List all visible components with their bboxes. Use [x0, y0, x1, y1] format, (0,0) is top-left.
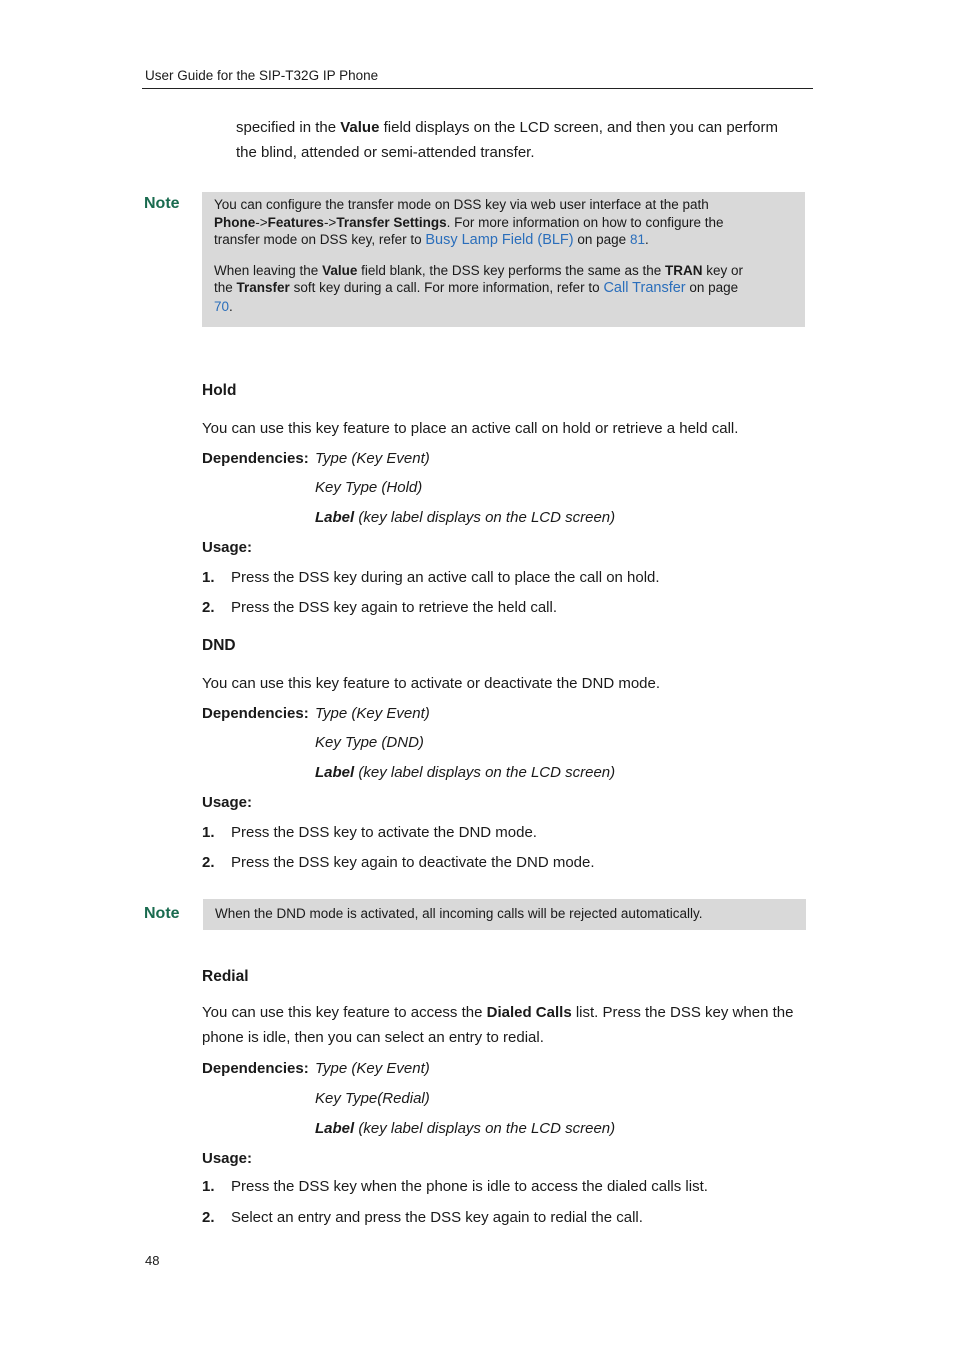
dep-type: Type (Key Event) [315, 450, 430, 467]
dep-label-name: Label [315, 764, 355, 781]
hold-description: You can use this key feature to place an active call on hold or retrieve a held call. [202, 420, 739, 437]
page-number: 48 [145, 1253, 160, 1268]
hold-dep-label [315, 509, 615, 526]
dnd-dependencies-label [202, 705, 309, 722]
dnd-step-2 [202, 854, 595, 871]
page-81-link[interactable]: 81 [629, 232, 645, 247]
redial-description [202, 1000, 812, 1050]
path-transfer-settings: Transfer Settings [336, 214, 447, 230]
path-separator: -> [323, 214, 337, 230]
dependencies-label: Dependencies: [202, 1060, 309, 1077]
redial-dep-type [315, 1060, 430, 1077]
step-number: 2. [202, 854, 215, 871]
note-text: . [644, 232, 649, 247]
hold-step-1 [202, 569, 660, 586]
dep-label-desc: (key label displays on the LCD screen) [354, 509, 616, 526]
note-text: on page [573, 232, 630, 247]
hold-dependencies-label [202, 450, 309, 467]
dep-type: Type (Key Event) [315, 705, 430, 722]
redial-step-1 [202, 1178, 708, 1195]
running-header: User Guide for the SIP-T32G IP Phone [145, 68, 379, 83]
dnd-usage-label: Usage: [202, 794, 253, 811]
note-text: transfer mode on DSS key, refer to [214, 232, 426, 247]
note-paragraph-1 [214, 196, 793, 250]
note-text: . [229, 298, 233, 314]
dep-label-name: Label [315, 509, 355, 526]
path-phone: Phone [214, 214, 256, 230]
intro-text: field displays on the LCD screen, and then you can perform [379, 119, 778, 136]
intro-line-2: the blind, attended or semi-attended transfer. [236, 144, 535, 161]
hold-dep-type [315, 450, 430, 467]
redial-text: phone is idle, then you can select an entry to redial. [202, 1029, 544, 1046]
hold-heading: Hold [202, 382, 237, 399]
header-rule [142, 88, 813, 89]
step-number: 2. [202, 599, 215, 616]
dep-key-type: Key Type(Redial) [315, 1090, 430, 1107]
note-text: When leaving the [214, 262, 323, 278]
step-number: 1. [202, 1178, 215, 1195]
step-text: Press the DSS key when the phone is idle to access the dialed calls list. [231, 1178, 708, 1195]
note-text: When the DND mode is activated, all incoming calls will be rejected automatically. [215, 906, 703, 921]
intro-line-1 [236, 115, 816, 140]
redial-text: You can use this key feature to access the [202, 1004, 487, 1021]
dnd-description: You can use this key feature to activate or deactivate the DND mode. [202, 675, 661, 692]
note-text: You can configure the transfer mode on DSS key via web user interface at the path [214, 197, 709, 212]
dnd-heading: DND [202, 637, 236, 654]
note-text: the [214, 280, 237, 295]
redial-heading: Redial [202, 968, 249, 985]
redial-dep-key-type [315, 1090, 430, 1107]
hold-dep-key-type [315, 479, 422, 496]
step-text: Press the DSS key again to deactivate the DND mode. [231, 854, 595, 871]
dependencies-label: Dependencies: [202, 705, 309, 722]
step-number: 2. [202, 1209, 215, 1226]
redial-step-2 [202, 1209, 643, 1226]
redial-text: list. Press the DSS key when the [571, 1004, 794, 1021]
note-label: Note [144, 905, 180, 922]
dep-label-name: Label [315, 1120, 355, 1137]
path-features: Features [267, 214, 324, 230]
step-text: Press the DSS key to activate the DND mode. [231, 824, 537, 841]
dep-type: Type (Key Event) [315, 1060, 430, 1077]
intro-paragraph [236, 115, 816, 165]
call-transfer-link[interactable]: Call Transfer [603, 280, 686, 296]
note-text: . For more information on how to configure the [446, 214, 724, 230]
note-box [202, 192, 805, 327]
value-field-name: Value [340, 119, 380, 136]
note-paragraph-2 [214, 262, 793, 316]
path-separator: -> [255, 214, 268, 230]
transfer-soft-key-name: Transfer [236, 280, 290, 295]
dep-key-type: Key Type (DND) [315, 734, 424, 751]
hold-usage-label: Usage: [202, 539, 253, 556]
tran-key-name: TRAN [665, 262, 703, 278]
busy-lamp-field-link[interactable]: Busy Lamp Field (BLF) [425, 232, 574, 248]
redial-dependencies-label [202, 1060, 309, 1077]
dependencies-label: Dependencies: [202, 450, 309, 467]
intro-text: specified in the [236, 119, 341, 136]
step-number: 1. [202, 824, 215, 841]
note-text: key or [702, 262, 744, 278]
page-70-link[interactable]: 70 [214, 298, 230, 314]
note-box-dnd [203, 899, 806, 930]
dialed-calls-name: Dialed Calls [486, 1004, 572, 1021]
note-text: soft key during a call. For more information, refer to [289, 280, 604, 295]
note-text: field blank, the DSS key performs the same as the [357, 262, 666, 278]
redial-dep-label [315, 1120, 615, 1137]
step-number: 1. [202, 569, 215, 586]
dep-label-desc: (key label displays on the LCD screen) [354, 764, 616, 781]
dep-label-desc: (key label displays on the LCD screen) [354, 1120, 616, 1137]
hold-step-2 [202, 599, 557, 616]
value-field-name: Value [322, 262, 358, 278]
note-text: on page [685, 280, 739, 295]
step-text: Select an entry and press the DSS key again to redial the call. [231, 1209, 643, 1226]
step-text: Press the DSS key during an active call to place the call on hold. [231, 569, 660, 586]
step-text: Press the DSS key again to retrieve the held call. [231, 599, 558, 616]
redial-usage-label: Usage: [202, 1150, 253, 1167]
dnd-dep-label [315, 764, 615, 781]
dnd-dep-type [315, 705, 430, 722]
note-label: Note [144, 195, 180, 212]
dnd-step-1 [202, 824, 537, 841]
dep-key-type: Key Type (Hold) [315, 479, 423, 496]
dnd-dep-key-type [315, 734, 424, 751]
